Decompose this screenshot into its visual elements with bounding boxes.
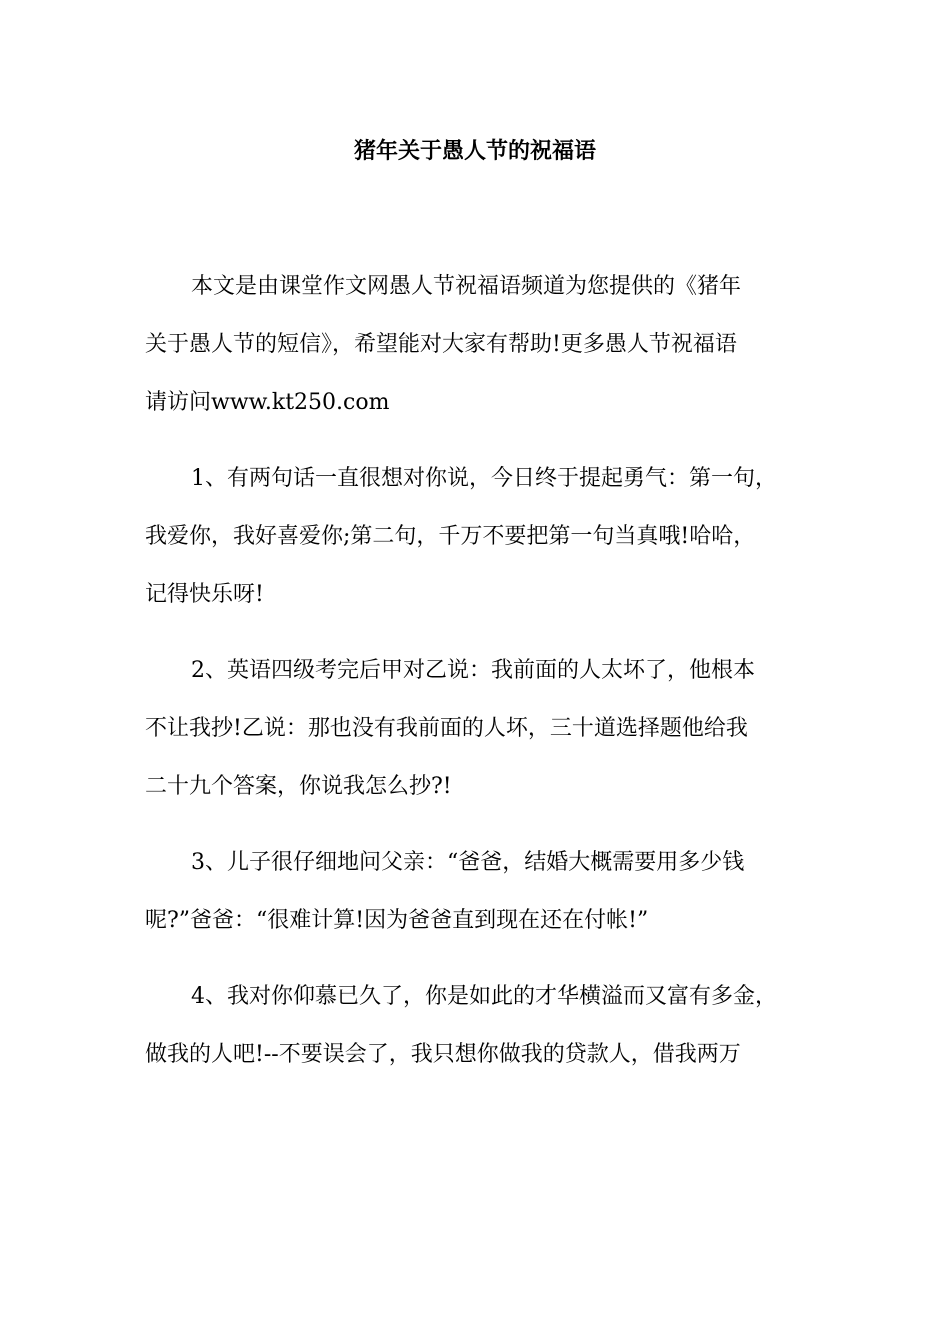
paragraph-line: 记得快乐呀!	[145, 582, 264, 607]
paragraph-line: 4、我对你仰慕已久了，你是如此的才华横溢而又富有多金，	[191, 984, 777, 1009]
paragraph-line: 关于愚人节的短信》，希望能对大家有帮助!更多愚人节祝福语	[145, 332, 737, 357]
paragraph-line: 我爱你，我好喜爱你;第二句，千万不要把第一句当真哦!哈哈，	[145, 524, 756, 549]
paragraph-line: 做我的人吧!--不要误会了，我只想你做我的贷款人，借我两万	[145, 1042, 741, 1067]
paragraph-line: 呢?”爸爸：“很难计算!因为爸爸直到现在还在付帐!”	[145, 908, 649, 933]
paragraph-line: 本文是由课堂作文网愚人节祝福语频道为您提供的《猪年	[191, 274, 742, 299]
paragraph-line: 1、有两句话一直很想对你说，今日终于提起勇气：第一句，	[191, 466, 777, 491]
paragraph-line: 3、儿子很仔细地问父亲：“爸爸，结婚大概需要用多少钱	[191, 850, 745, 875]
paragraph-line: 不让我抄!乙说：那也没有我前面的人坏，三十道选择题他给我	[145, 716, 748, 741]
paragraph-line: 2、英语四级考完后甲对乙说：我前面的人太坏了，他根本	[191, 658, 755, 683]
document-body	[145, 258, 813, 1084]
paragraph-line: 二十九个答案，你说我怎么抄?!	[145, 774, 452, 799]
paragraph-line: 请访问www.kt250.com	[145, 390, 390, 415]
document-title: 猪年关于愚人节的祝福语	[353, 139, 596, 164]
